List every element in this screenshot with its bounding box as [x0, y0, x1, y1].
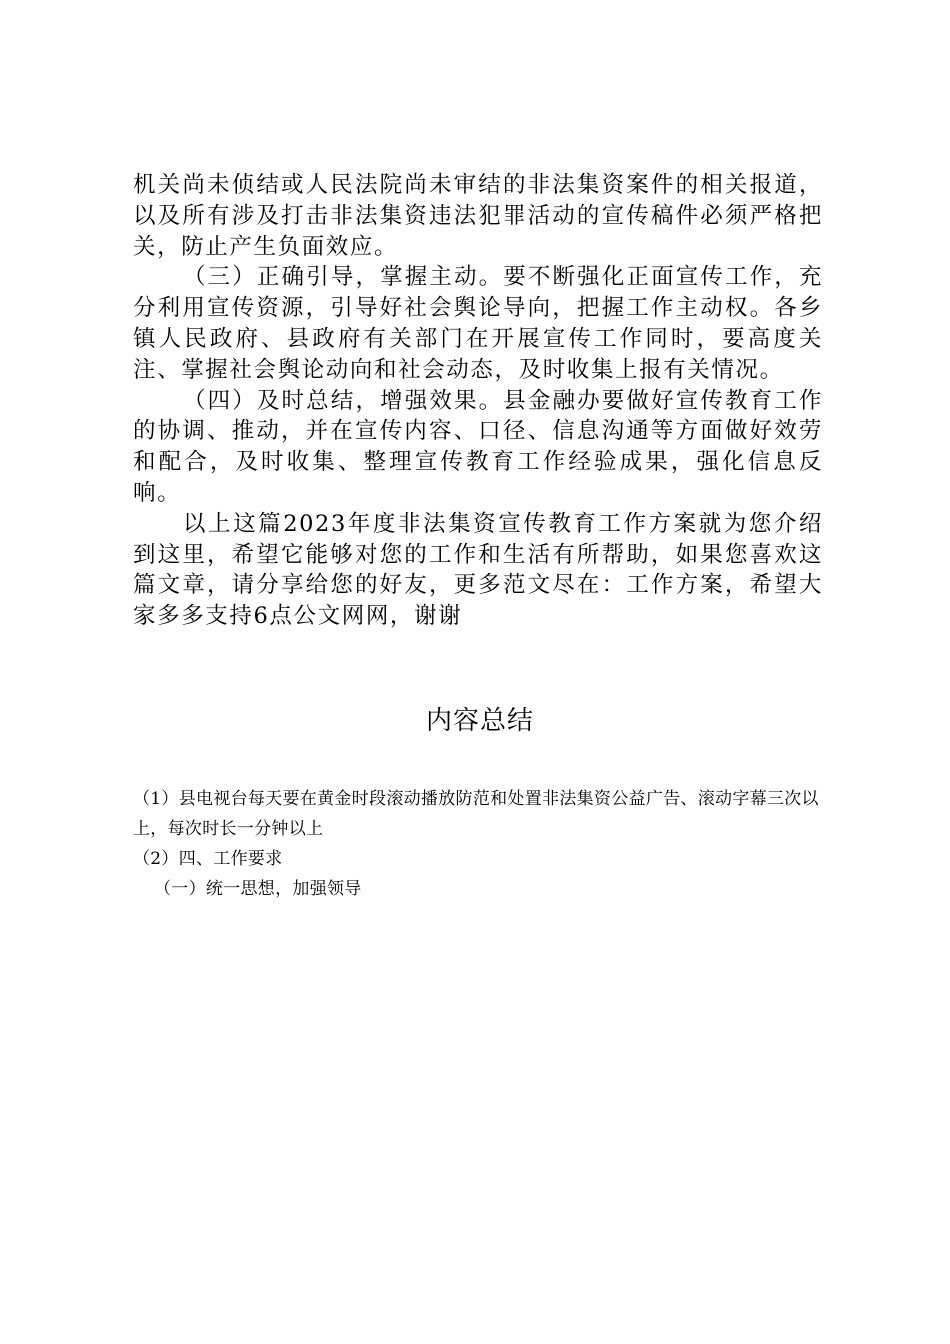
paragraph-section-four: （四）及时总结，增强效果。县金融办要做好宣传教育工作的协调、推动，并在宣传内容、口径、信息沟通等方面做好效劳和配合，及时收集、整理宣传教育工作经验成果，强化信息反响。	[133, 387, 823, 506]
paragraph-closing: 以上这篇2023年度非法集资宣传教育工作方案就为您介绍到这里，希望它能够对您的工作和生活有所帮助，如果您喜欢这篇文章，请分享给您的好友，更多范文尽在：工作方案，希望大家多多支持6点公文网网，谢谢	[133, 510, 823, 630]
summary-list	[133, 784, 833, 904]
summary-item: （2）四、工作要求	[133, 849, 283, 869]
paragraph-section-three: （三）正确引导，掌握主动。要不断强化正面宣传工作，充分利用宣传资源，引导好社会舆论导向，把握工作主动权。各乡镇人民政府、县政府有关部门在开展宣传工作同时，要高度关注、掌握社会舆论动向和社会动态，及时收集上报有关情况。	[133, 264, 823, 383]
paragraph-continuation: 机关尚未侦结或人民法院尚未审结的非法集资案件的相关报道，以及所有涉及打击非法集资违法犯罪活动的宣传稿件必须严格把关，防止产生负面效应。	[133, 172, 823, 260]
document-body	[133, 170, 823, 632]
summary-title: 内容总结	[425, 706, 534, 736]
summary-item: （一）统一思想，加强领导	[154, 879, 362, 899]
summary-item: （1）县电视台每天要在黄金时段滚动播放防范和处置非法集资公益广告、滚动字幕三次以上，每次时长一分钟以上	[133, 789, 819, 839]
